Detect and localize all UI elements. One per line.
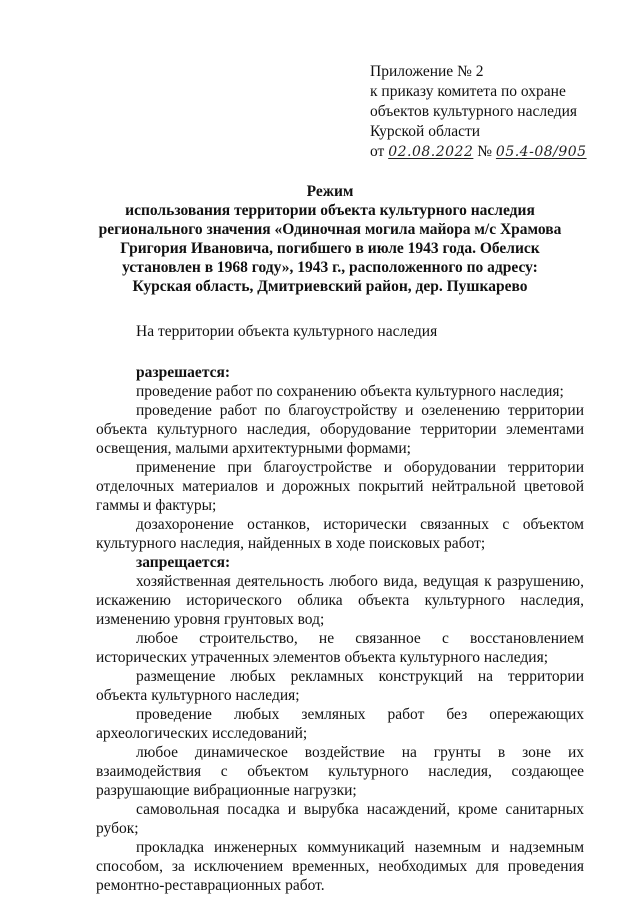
allowed-heading: разрешается: (136, 364, 231, 381)
forbidden-item: любое строительство, не связанное с восстановлением исторических утраченных элементов объекта культурного наследия; (96, 630, 584, 666)
forbidden-item: проведение любых земляных работ без опережающих археологических исследований; (96, 706, 584, 742)
forbidden-heading: запрещается: (136, 554, 231, 571)
intro-paragraph: На территории объекта культурного наследия (136, 323, 438, 340)
approval-header (370, 62, 587, 162)
regime-body (96, 322, 584, 895)
number-prefix: № (477, 143, 493, 160)
title-line: Григория Ивановича, погибшего в июле 1943 года. Обелиск (120, 240, 540, 257)
title-line: Курская область, Дмитриевский район, дер. Пушкарево (132, 278, 528, 295)
handwritten-date: 02.08.2022 (388, 144, 474, 160)
allowed-item: дозахоронение останков, исторически связанных с объектом культурного наследия, найденных в ходе поисковых работ; (96, 516, 584, 552)
forbidden-item: хозяйственная деятельность любого вида, ведущая к разрушению, искажению исторического облика объекта культурного наследия, изменению уровня грунтовых вод; (96, 573, 584, 628)
document-title (95, 182, 565, 296)
committee-name: объектов культурного наследия (370, 103, 578, 120)
order-reference: к приказу комитета по охране (370, 83, 566, 100)
forbidden-item: размещение любых рекламных конструкций на территории объекта культурного наследия; (96, 668, 584, 704)
handwritten-order-number: 05.4-08/905 (495, 144, 587, 160)
allowed-item: проведение работ по благоустройству и озеленению территории объекта культурного наследия, оборудование территории элементами освещения, малыми архитектурными формами; (96, 402, 584, 457)
forbidden-item: любое динамическое воздействие на грунты в зоне их взаимодействия с объектом культурного наследия, создающее разрушающие вибрационные нагрузки; (96, 744, 584, 799)
title-line: установлен в 1968 году», 1943 г., расположенного по адресу: (122, 259, 538, 276)
title-line: использования территории объекта культурного наследия (125, 202, 535, 219)
forbidden-item: прокладка инженерных коммуникаций наземным и надземным способом, за исключением временных, необходимых для проведения ремонтно-реставрационных работ. (96, 839, 584, 894)
order-date-number (370, 142, 587, 162)
allowed-item: применение при благоустройстве и оборудовании территории отделочных материалов и дорожных покрытий нейтральной цветовой гаммы и фактуры; (96, 459, 584, 514)
allowed-item: проведение работ по сохранению объекта культурного наследия; (136, 383, 564, 400)
forbidden-item: самовольная посадка и вырубка насаждений, кроме санитарных рубок; (96, 801, 584, 837)
appendix-number: Приложение № 2 (370, 63, 484, 80)
region-name: Курской области (370, 123, 481, 140)
date-prefix: от (370, 143, 385, 160)
title-line: регионального значения «Одиночная могила майора м/с Храмова (98, 221, 562, 238)
title-line: Режим (306, 183, 354, 200)
